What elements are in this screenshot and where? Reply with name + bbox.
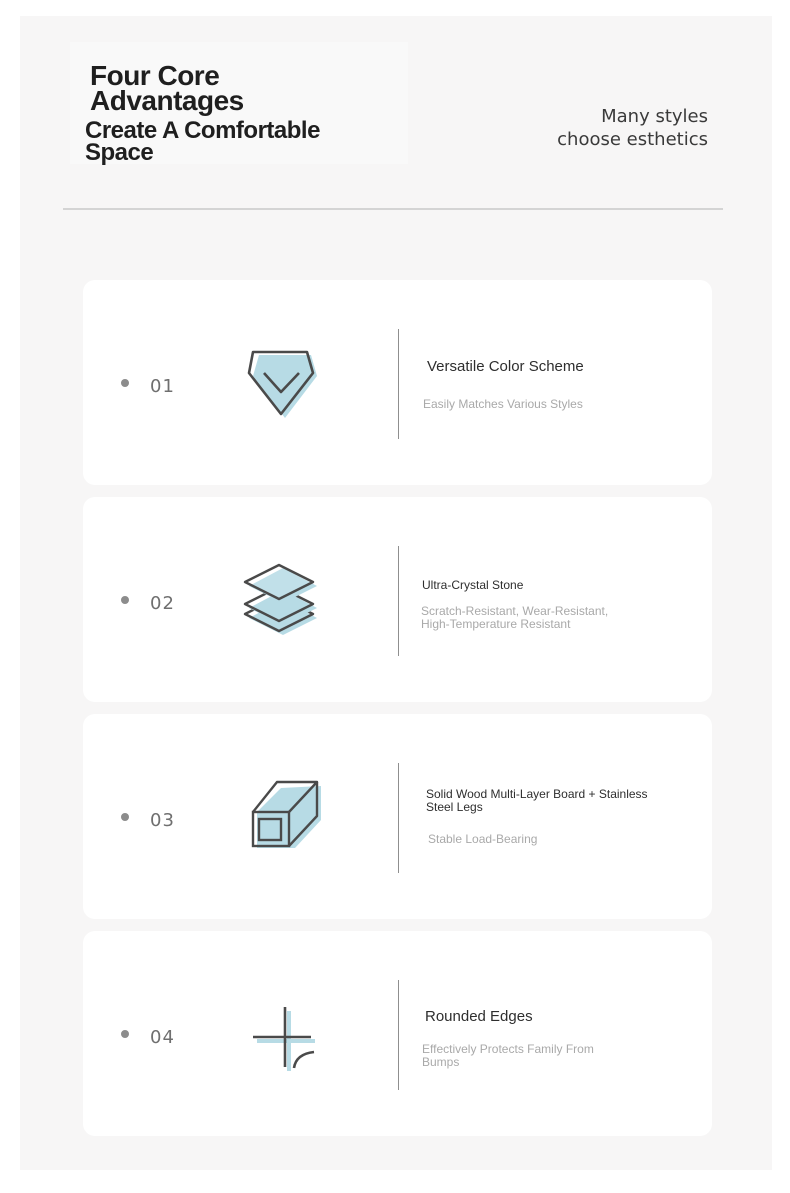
feature-number: 03 [150, 810, 175, 831]
feature-description: Stable Load-Bearing [428, 832, 538, 846]
feature-title: Solid Wood Multi-Layer Board + Stainless Steel Legs [426, 787, 648, 814]
bullet-dot [121, 379, 129, 387]
feature-title: Ultra-Crystal Stone [422, 578, 524, 592]
feature-card-2 [83, 497, 712, 702]
vertical-divider [398, 763, 399, 873]
feature-number: 04 [150, 1027, 175, 1048]
feature-description: Scratch-Resistant, Wear-Resistant, High-Temperature Resistant [421, 604, 609, 631]
subtitle-line-1: Many styles [601, 106, 708, 127]
diamond-icon [239, 340, 329, 430]
feature-description: Easily Matches Various Styles [423, 397, 583, 411]
heading-line-3: Create A Comfortable [85, 117, 320, 144]
feature-title: Rounded Edges [425, 1008, 533, 1025]
stacked-layers-icon [239, 555, 329, 645]
square-beam-icon [239, 772, 329, 862]
heading-line-1: Four Core [90, 60, 220, 91]
subtitle [557, 105, 708, 151]
vertical-divider [398, 546, 399, 656]
subtitle-line-2: choose esthetics [557, 129, 708, 150]
feature-card-1 [83, 280, 712, 485]
feature-description: Effectively Protects Family From Bumps [422, 1042, 594, 1069]
feature-card-3 [83, 714, 712, 919]
vertical-divider [398, 329, 399, 439]
heading-line-2: Advantages [90, 85, 244, 116]
heading-line-4: Space [85, 139, 154, 166]
bullet-dot [121, 1030, 129, 1038]
bullet-dot [121, 813, 129, 821]
feature-number: 01 [150, 376, 175, 397]
header-divider [63, 208, 723, 210]
feature-number: 02 [150, 593, 175, 614]
feature-card-4 [83, 931, 712, 1136]
vertical-divider [398, 980, 399, 1090]
feature-title: Versatile Color Scheme [427, 358, 584, 375]
rounded-corner-icon [239, 991, 329, 1081]
bullet-dot [121, 596, 129, 604]
